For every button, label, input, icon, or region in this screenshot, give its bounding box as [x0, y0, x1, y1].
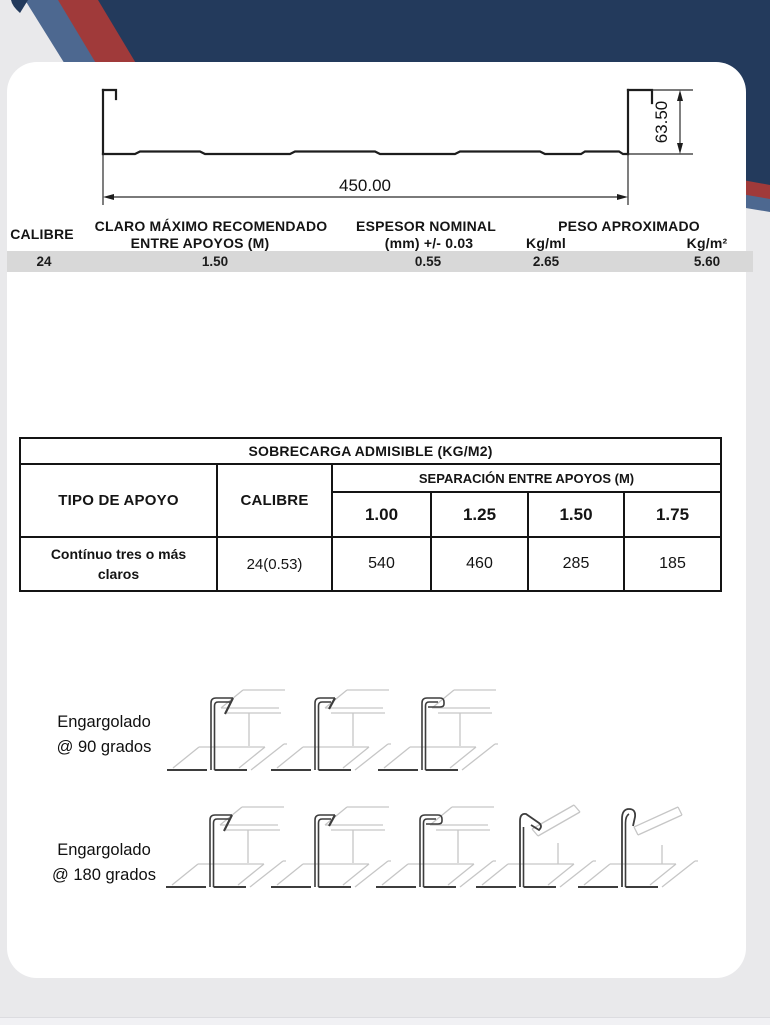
spec-header-claro-1: CLARO MÁXIMO RECOMENDADO: [94, 218, 328, 234]
spec-value-kgml: 2.65: [532, 254, 560, 269]
seam-90-label-line1: Engargolado: [57, 713, 151, 731]
load-table-spacing-1: 1.00: [332, 492, 431, 537]
load-value-1: 540: [332, 537, 431, 591]
spec-header-espesor-2: (mm) +/- 0.03: [384, 235, 474, 251]
spec-value-claro: 1.50: [201, 254, 229, 269]
seam-180-stage-4-icon: [476, 805, 596, 887]
content-card: [7, 62, 746, 978]
spec-value-calibre: 24: [36, 254, 52, 269]
load-table: [19, 437, 722, 592]
load-value-tipo: [20, 537, 217, 591]
spec-header-espesor-1: ESPESOR NOMINAL: [356, 218, 496, 234]
spec-table: [7, 62, 746, 277]
seam-180-stage-2-icon: [271, 807, 391, 887]
seam-180-stage-1-icon: [166, 807, 286, 887]
load-value-4: 185: [624, 537, 721, 591]
load-table-grid: [19, 437, 722, 592]
load-table-header-tipo: TIPO DE APOYO: [20, 464, 217, 537]
load-table-spacing-4: 1.75: [624, 492, 721, 537]
seam-90-label-line2: @ 90 grados: [56, 738, 152, 756]
width-dimension-label: 450.00: [339, 176, 391, 195]
load-value-calibre: 24(0.53): [217, 537, 332, 591]
seam-90-stage-1-icon: [167, 690, 287, 770]
header-navy-corner: [11, 0, 28, 13]
load-table-header-calibre: CALIBRE: [217, 464, 332, 537]
load-table-spacing-3: 1.50: [528, 492, 624, 537]
seam-90-stage-3-icon: [378, 690, 498, 770]
load-table-title: SOBRECARGA ADMISIBLE (KG/M2): [20, 438, 721, 464]
spec-header-claro-2: ENTRE APOYOS (M): [130, 235, 270, 251]
load-value-2: 460: [431, 537, 528, 591]
seam-180-label-line1: Engargolado: [57, 841, 151, 859]
spec-header-kgm2: Kg/m²: [686, 235, 728, 251]
spec-header-calibre: CALIBRE: [10, 226, 74, 242]
seam-diagrams: [7, 686, 746, 916]
height-dimension-label: 63.50: [652, 100, 671, 144]
load-value-3: 285: [528, 537, 624, 591]
load-table-data-row: [20, 537, 721, 591]
spec-table-data-row: [7, 251, 753, 272]
spec-header-peso: PESO APROXIMADO: [558, 218, 700, 234]
load-table-spacing-2: 1.25: [431, 492, 528, 537]
seam-180-label-line2: @ 180 grados: [52, 866, 156, 884]
spec-value-espesor: 0.55: [414, 254, 442, 269]
spec-header-kgml: Kg/ml: [526, 235, 566, 251]
seam-180-stage-3-icon: [376, 807, 496, 887]
spec-value-kgm2: 5.60: [693, 254, 721, 269]
load-value-tipo-line1: Contínuo tres o más: [50, 545, 187, 562]
seam-90-stage-2-icon: [271, 690, 391, 770]
load-table-header-separacion: SEPARACIÓN ENTRE APOYOS (M): [332, 464, 721, 492]
seam-180-stage-5-icon: [578, 807, 698, 887]
load-value-tipo-line2: claros: [97, 566, 140, 582]
